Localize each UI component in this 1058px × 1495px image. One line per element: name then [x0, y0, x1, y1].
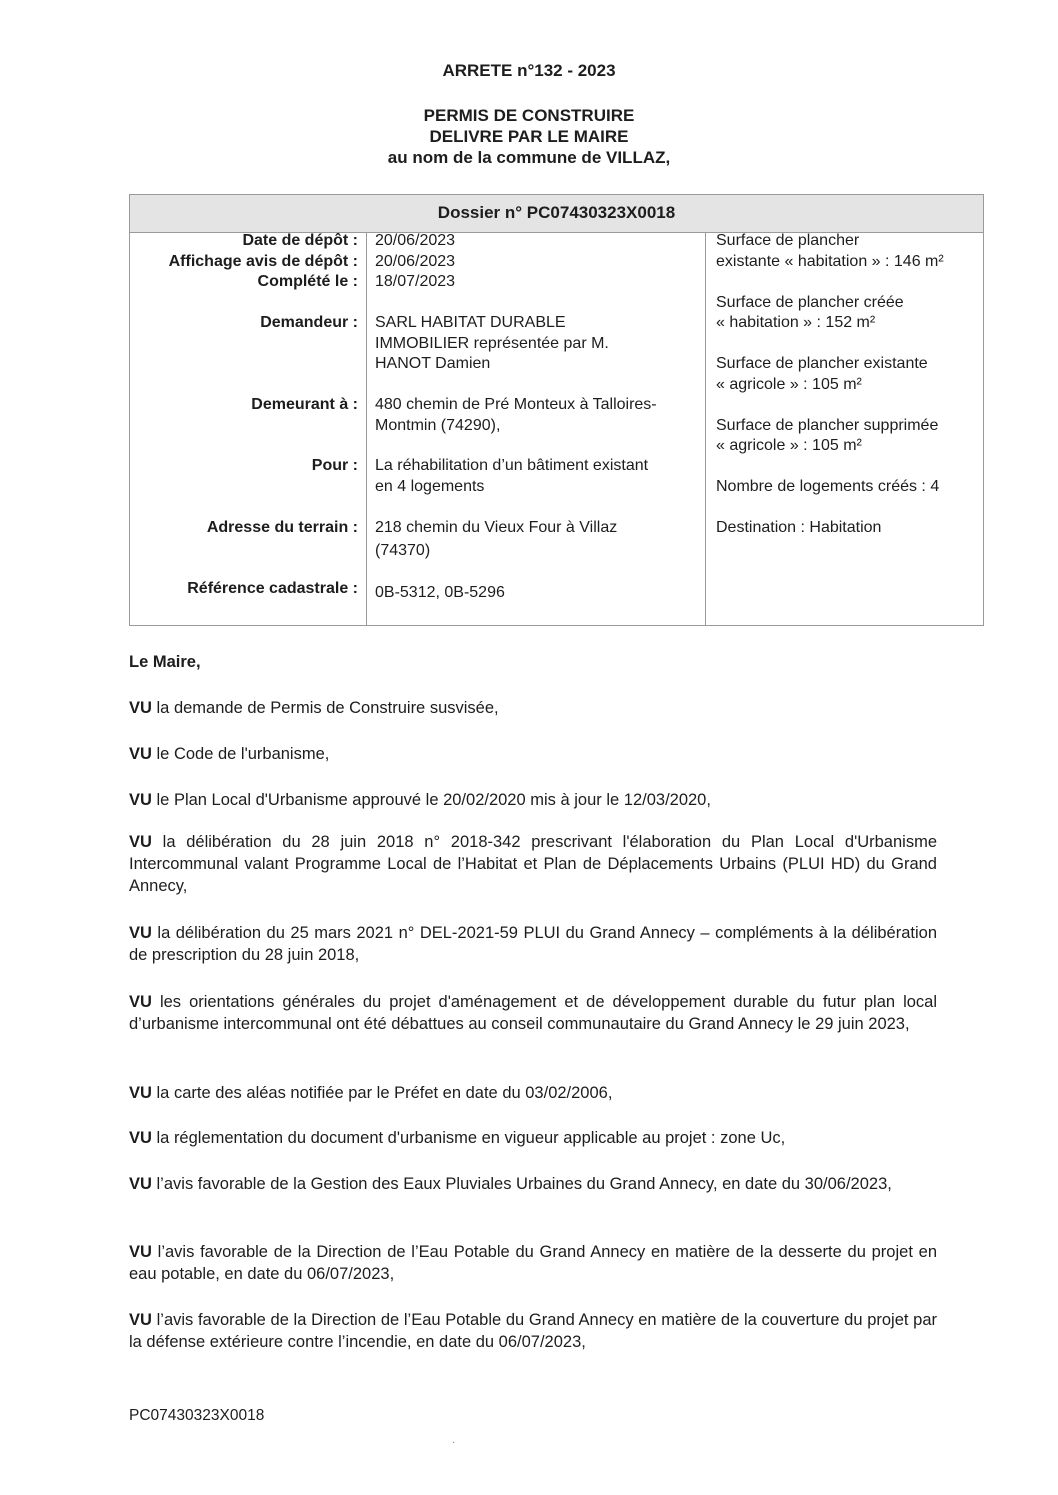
value-reference: 0B-5312, 0B-5296: [375, 584, 505, 601]
surface-supprimee-agricole: Surface de plancher supprimée: [716, 417, 939, 434]
dossier-number: Dossier n° PC07430323X0018: [130, 195, 983, 233]
vu-keyword: VU: [129, 833, 152, 851]
vu-paragraph: [129, 789, 937, 811]
label-demandeur: Demandeur :: [260, 314, 358, 331]
value-demandeur: SARL HABITAT DURABLE: [375, 314, 566, 331]
vu-keyword: VU: [129, 1084, 152, 1102]
table-divider: [366, 233, 367, 625]
vu-paragraph: [129, 1309, 937, 1353]
surface-existante-agricole: Surface de plancher existante: [716, 355, 928, 372]
surface-supprimee-agricole: « agricole » : 105 m²: [716, 437, 862, 454]
vu-text: la réglementation du document d'urbanisme en vigueur applicable au projet : zone Uc,: [156, 1129, 786, 1147]
vu-keyword: VU: [129, 1311, 152, 1329]
le-maire-heading: Le Maire,: [129, 653, 201, 671]
value-demandeur: IMMOBILIER représentée par M.: [375, 335, 609, 352]
value-adresse: 218 chemin du Vieux Four à Villaz: [375, 519, 618, 536]
vu-paragraph: [129, 922, 937, 966]
vu-paragraph: [129, 1173, 937, 1195]
surface-existante-agricole: « agricole » : 105 m²: [716, 376, 862, 393]
permit-title-line3: au nom de la commune de VILLAZ,: [387, 148, 671, 167]
vu-text: la carte des aléas notifiée par le Préfet en date du 03/02/2006,: [156, 1084, 613, 1102]
vu-text: le Plan Local d'Urbanisme approuvé le 20/02/2020 mis à jour le 12/03/2020,: [156, 791, 711, 809]
vu-paragraph: [129, 1082, 937, 1104]
value-demandeur: HANOT Damien: [375, 355, 491, 372]
label-complete: Complété le :: [257, 273, 358, 290]
vu-text: la délibération du 28 juin 2018 n° 2018-342 prescrivant l'élaboration du Plan Local d'Urbanisme Intercommunal valant Programme Local de l’Habitat et Plan de Déplacements Urbains (PLUI HD) du Grand Annecy,: [129, 833, 937, 895]
vu-text: les orientations générales du projet d'aménagement et de développement durable du futur plan local d’urbanisme intercommunal ont été débattues au conseil communautaire du Grand Annecy le 29 juin 2023,: [129, 993, 938, 1033]
vu-text: l’avis favorable de la Direction de l’Eau Potable du Grand Annecy en matière de la couverture du projet par la défense extérieure contre l’incendie, en date du 06/07/2023,: [129, 1311, 937, 1351]
vu-keyword: VU: [129, 1243, 152, 1261]
vu-paragraph: [129, 831, 937, 897]
vu-paragraph: [129, 1241, 937, 1285]
vu-paragraph: [129, 991, 937, 1035]
label-depot: Date de dépôt :: [242, 232, 358, 249]
table-divider: [705, 233, 706, 625]
label-reference: Référence cadastrale :: [187, 580, 358, 597]
vu-keyword: VU: [129, 924, 152, 942]
footer-dossier-reference: PC07430323X0018: [129, 1407, 265, 1424]
surface-existante-habitation: Surface de plancher: [716, 232, 860, 249]
vu-keyword: VU: [129, 1129, 152, 1147]
vu-text: la délibération du 25 mars 2021 n° DEL-2021-59 PLUI du Grand Annecy – compléments à la délibération de prescription du 28 juin 2018,: [129, 924, 937, 964]
vu-paragraph: [129, 697, 937, 719]
permit-title-line2: DELIVRE PAR LE MAIRE: [429, 127, 629, 146]
value-adresse: (74370): [375, 542, 431, 559]
value-demeurant: Montmin (74290),: [375, 417, 501, 434]
label-pour: Pour :: [311, 457, 358, 474]
dossier-table: [129, 194, 984, 626]
vu-keyword: VU: [129, 745, 152, 763]
vu-text: le Code de l'urbanisme,: [156, 745, 330, 763]
vu-keyword: VU: [129, 699, 152, 717]
vu-keyword: VU: [129, 791, 152, 809]
surface-existante-habitation: existante « habitation » : 146 m²: [716, 253, 944, 270]
permit-title-line1: PERMIS DE CONSTRUIRE: [423, 106, 635, 125]
label-affichage: Affichage avis de dépôt :: [168, 253, 358, 270]
value-complete: 18/07/2023: [375, 273, 456, 290]
vu-paragraph: [129, 1127, 937, 1149]
vu-keyword: VU: [129, 1175, 152, 1193]
surface-creee-habitation: « habitation » : 152 m²: [716, 314, 876, 331]
arrete-number: ARRETE n°132 - 2023: [442, 61, 616, 80]
vu-paragraph: [129, 743, 937, 765]
value-affichage: 20/06/2023: [375, 253, 456, 270]
value-depot: 20/06/2023: [375, 232, 456, 249]
value-demeurant: 480 chemin de Pré Monteux à Talloires-: [375, 396, 657, 413]
value-pour: en 4 logements: [375, 478, 485, 495]
surface-creee-habitation: Surface de plancher créée: [716, 294, 904, 311]
nombre-logements: Nombre de logements créés : 4: [716, 478, 940, 495]
vu-text: la demande de Permis de Construire susvisée,: [156, 699, 499, 717]
label-adresse: Adresse du terrain :: [206, 519, 358, 536]
vu-text: l’avis favorable de la Direction de l’Eau Potable du Grand Annecy en matière de la desserte du projet en eau potable, en date du 06/07/2023,: [129, 1243, 937, 1283]
destination: Destination : Habitation: [716, 519, 882, 536]
vu-text: l’avis favorable de la Gestion des Eaux Pluviales Urbaines du Grand Annecy, en date du 30/06/2023,: [156, 1175, 892, 1193]
permit-title: [0, 106, 1058, 169]
scan-mark: ·: [452, 1437, 456, 1448]
label-demeurant: Demeurant à :: [251, 396, 358, 413]
value-pour: La réhabilitation d’un bâtiment existant: [375, 457, 649, 474]
vu-keyword: VU: [129, 993, 152, 1011]
